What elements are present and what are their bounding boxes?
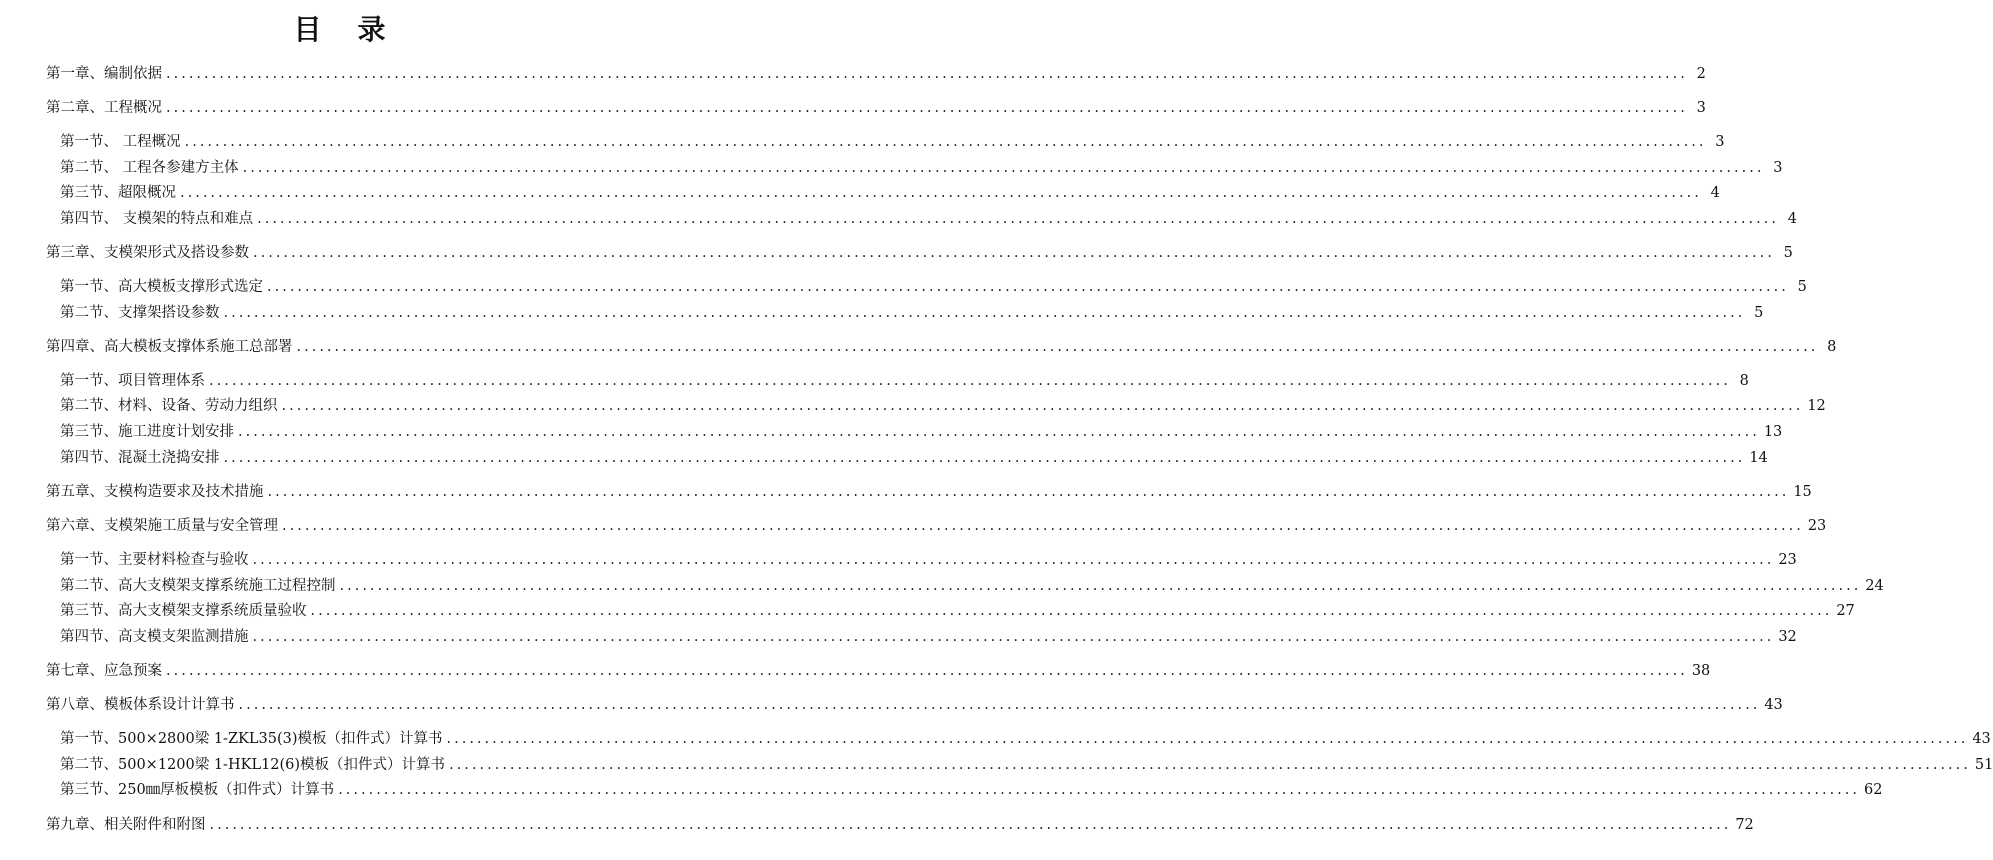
toc-page-number: 15	[1793, 484, 1812, 500]
toc-page-number: 4	[1787, 211, 1797, 227]
toc-chapter-entry[interactable]	[46, 64, 1706, 84]
toc-page-number: 23	[1807, 518, 1827, 534]
toc-chapter-entry[interactable]	[46, 815, 1754, 835]
toc-section-entry[interactable]	[60, 780, 1883, 800]
toc-leader-dots: ........................................................................................................................................................................................................	[184, 134, 1707, 150]
toc-leader-dots: ........................................................................................................................................................................................................	[238, 424, 1760, 440]
toc-section-entry[interactable]	[60, 183, 1720, 203]
toc-entry-text: 第五章、支模构造要求及技术措施	[46, 484, 264, 500]
toc-page-number: 38	[1691, 663, 1711, 679]
toc-entry-text: 第一节、500×2800梁 1-ZKL35(3)模板（扣件式）计算书	[60, 731, 443, 747]
toc-page-number: 8	[1827, 339, 1837, 355]
toc-section-entry[interactable]	[60, 422, 1783, 442]
toc-entry-text: 第七章、应急预案	[46, 663, 162, 679]
toc-chapter-entry[interactable]	[46, 516, 1827, 536]
toc-page-number: 12	[1807, 398, 1826, 414]
toc-page-number: 51	[1974, 757, 1993, 773]
toc-entry-text: 第四章、高大模板支撑体系施工总部署	[46, 339, 293, 355]
toc-entry-text: 第二节、支撑架搭设参数	[60, 305, 220, 321]
toc-chapter-entry[interactable]	[46, 482, 1812, 502]
toc-leader-dots: ........................................................................................................................................................................................................	[180, 185, 1702, 201]
toc-leader-dots: ........................................................................................................................................................................................................	[257, 211, 1779, 227]
toc-page-number: 3	[1696, 100, 1706, 116]
toc-page-number: 13	[1763, 424, 1783, 440]
toc-section-entry[interactable]	[60, 755, 1993, 775]
toc-section-entry[interactable]	[60, 576, 1884, 596]
toc-section-entry[interactable]	[60, 601, 1855, 621]
toc-leader-dots: ........................................................................................................................................................................................................	[267, 484, 1790, 500]
toc-page-number: 43	[1972, 731, 1991, 747]
toc-leader-dots: ........................................................................................................................................................................................................	[209, 817, 1732, 833]
toc-leader-dots: ........................................................................................................................................................................................................	[252, 552, 1775, 568]
toc-page-number: 27	[1836, 603, 1855, 619]
toc-leader-dots: ........................................................................................................................................................................................................	[267, 279, 1789, 295]
toc-page-number: 8	[1739, 373, 1749, 389]
toc-entry-text: 第八章、模板体系设计计算书	[46, 697, 235, 713]
toc-entry-text: 第二节、材料、设备、劳动力组织	[60, 398, 278, 414]
toc-page-number: 5	[1783, 245, 1793, 261]
toc-section-entry[interactable]	[60, 396, 1826, 416]
toc-leader-dots: ........................................................................................................................................................................................................	[209, 373, 1731, 389]
toc-leader-dots: ........................................................................................................................................................................................................	[281, 398, 1804, 414]
toc-entry-text: 第一章、编制依据	[46, 66, 162, 82]
toc-entry-text: 第四节、高支模支架监测措施	[60, 629, 249, 645]
toc-page-number: 43	[1764, 697, 1783, 713]
toc-page-number: 32	[1778, 629, 1797, 645]
toc-leader-dots: ........................................................................................................................................................................................................	[449, 757, 1971, 773]
toc-entry-text: 第四节、 支模架的特点和难点	[60, 211, 254, 227]
toc-entry-text: 第二节、高大支模架支撑系统施工过程控制	[60, 578, 336, 594]
toc-leader-dots: ........................................................................................................................................................................................................	[296, 339, 1819, 355]
toc-chapter-entry[interactable]	[46, 695, 1783, 715]
toc-entry-text: 第三章、支模架形式及搭设参数	[46, 245, 249, 261]
toc-entry-text: 第三节、250㎜厚板模板（扣件式）计算书	[60, 782, 335, 798]
toc-leader-dots: ........................................................................................................................................................................................................	[253, 245, 1775, 261]
toc-page-number: 5	[1754, 305, 1764, 321]
toc-leader-dots: ........................................................................................................................................................................................................	[310, 603, 1833, 619]
toc-page-number: 2	[1696, 66, 1706, 82]
toc-page-number: 14	[1749, 450, 1768, 466]
toc-section-entry[interactable]	[60, 209, 1797, 229]
toc-section-entry[interactable]	[60, 158, 1783, 178]
toc-leader-dots: ........................................................................................................................................................................................................	[166, 100, 1688, 116]
toc-chapter-entry[interactable]	[46, 243, 1793, 263]
toc-leader-dots: ........................................................................................................................................................................................................	[339, 578, 1862, 594]
toc-chapter-entry[interactable]	[46, 661, 1711, 681]
toc-page-number: 62	[1864, 782, 1883, 798]
toc-section-entry[interactable]	[60, 729, 1991, 749]
toc-page-number: 24	[1865, 578, 1884, 594]
toc-entry-text: 第一节、主要材料检查与验收	[60, 552, 249, 568]
toc-chapter-entry[interactable]	[46, 337, 1837, 357]
toc-entry-text: 第一节、项目管理体系	[60, 373, 205, 389]
toc-leader-dots: ........................................................................................................................................................................................................	[166, 663, 1688, 679]
toc-entry-text: 第二节、 工程各参建方主体	[60, 160, 239, 176]
toc-section-entry[interactable]	[60, 550, 1797, 570]
toc-entry-text: 第三节、施工进度计划安排	[60, 424, 234, 440]
toc-entry-text: 第六章、支模架施工质量与安全管理	[46, 518, 278, 534]
toc-leader-dots: ........................................................................................................................................................................................................	[238, 697, 1761, 713]
toc-leader-dots: ........................................................................................................................................................................................................	[166, 66, 1688, 82]
toc-page-number: 5	[1797, 279, 1807, 295]
toc-entry-text: 第三节、高大支模架支撑系统质量验收	[60, 603, 307, 619]
toc-entry-text: 第九章、相关附件和附图	[46, 817, 206, 833]
toc-page-number: 3	[1773, 160, 1783, 176]
toc-entry-text: 第一节、 工程概况	[60, 134, 181, 150]
toc-entry-text: 第二节、500×1200梁 1-HKL12(6)模板（扣件式）计算书	[60, 757, 446, 773]
toc-leader-dots: ........................................................................................................................................................................................................	[242, 160, 1765, 176]
toc-leader-dots: ........................................................................................................................................................................................................	[223, 305, 1746, 321]
toc-entry-text: 第一节、高大模板支撑形式选定	[60, 279, 263, 295]
toc-chapter-entry[interactable]	[46, 98, 1706, 118]
toc-leader-dots: ........................................................................................................................................................................................................	[252, 629, 1775, 645]
toc-leader-dots: ........................................................................................................................................................................................................	[446, 731, 1969, 747]
toc-leader-dots: ........................................................................................................................................................................................................	[282, 518, 1804, 534]
toc-section-entry[interactable]	[60, 371, 1749, 391]
toc-entry-text: 第三节、超限概况	[60, 185, 176, 201]
toc-section-entry[interactable]	[60, 303, 1764, 323]
toc-section-entry[interactable]	[60, 448, 1768, 468]
toc-page-number: 23	[1778, 552, 1797, 568]
toc-section-entry[interactable]	[60, 627, 1797, 647]
toc-entry-text: 第二章、工程概况	[46, 100, 162, 116]
toc-page-number: 72	[1735, 817, 1754, 833]
toc-page-number: 3	[1715, 134, 1725, 150]
document-title: 目 录	[293, 13, 390, 46]
toc-entry-text: 第四节、混凝土浇捣安排	[60, 450, 220, 466]
toc-leader-dots: ........................................................................................................................................................................................................	[338, 782, 1861, 798]
toc-section-entry[interactable]	[60, 277, 1807, 297]
toc-page-number: 4	[1710, 185, 1720, 201]
toc-leader-dots: ........................................................................................................................................................................................................	[223, 450, 1746, 466]
toc-section-entry[interactable]	[60, 132, 1725, 152]
